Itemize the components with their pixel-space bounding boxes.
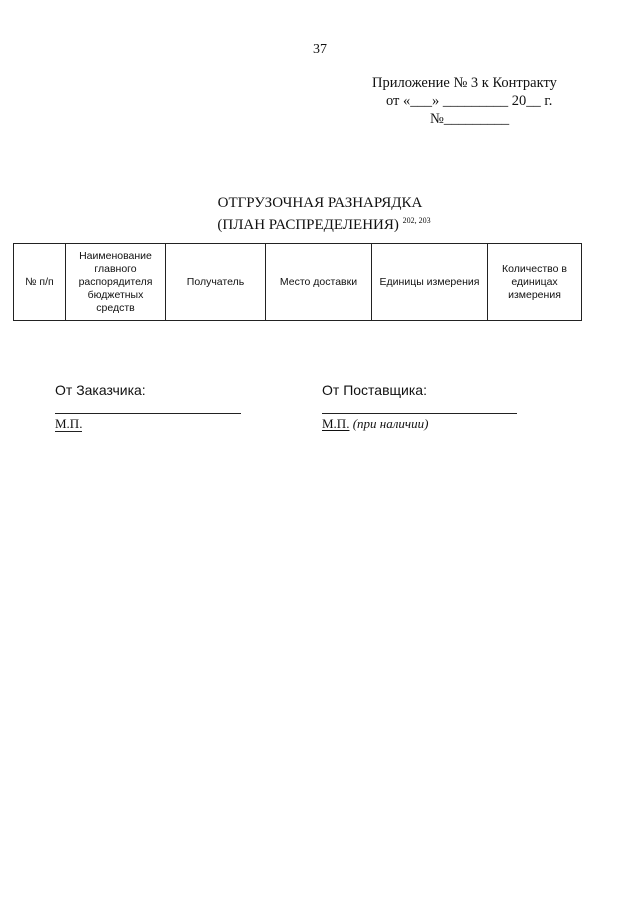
appendix-number-line: №_________ <box>430 111 510 127</box>
header-delivery-place: Место доставки <box>266 244 372 321</box>
header-units: Единицы измерения <box>372 244 488 321</box>
title-line-2-wrap <box>8 212 640 234</box>
title-line-2: (ПЛАН РАСПРЕДЕЛЕНИЯ) <box>217 217 399 233</box>
customer-signature-label: От Заказчика: <box>55 382 146 398</box>
dispatch-table <box>13 243 582 321</box>
customer-signature-line <box>55 413 241 414</box>
customer-stamp-text: М.П. <box>55 416 83 431</box>
appendix-date-line: от «___» _________ 20__ г. <box>386 93 553 109</box>
title-line-1: ОТГРУЗОЧНАЯ РАЗНАРЯДКА <box>217 195 423 211</box>
header-recipient: Получатель <box>166 244 266 321</box>
title-footnotes: 202, 203 <box>402 216 431 225</box>
supplier-signature-label: От Поставщика: <box>322 382 427 398</box>
supplier-stamp <box>322 416 428 432</box>
supplier-signature-line <box>322 413 517 414</box>
header-quantity: Количество в единицах измерения <box>488 244 582 321</box>
supplier-stamp-note: (при наличии) <box>352 416 429 431</box>
document-title <box>0 195 640 234</box>
header-number: № п/п <box>14 244 66 321</box>
appendix-header <box>330 74 566 128</box>
appendix-title: Приложение № 3 к Контракту <box>372 75 557 91</box>
page-number: 37 <box>313 42 327 57</box>
customer-stamp <box>55 416 82 432</box>
supplier-stamp-text: М.П. <box>322 416 350 431</box>
header-budget-manager: Наименование главного распорядителя бюджетных средств <box>66 244 166 321</box>
table-header-row <box>14 244 582 321</box>
